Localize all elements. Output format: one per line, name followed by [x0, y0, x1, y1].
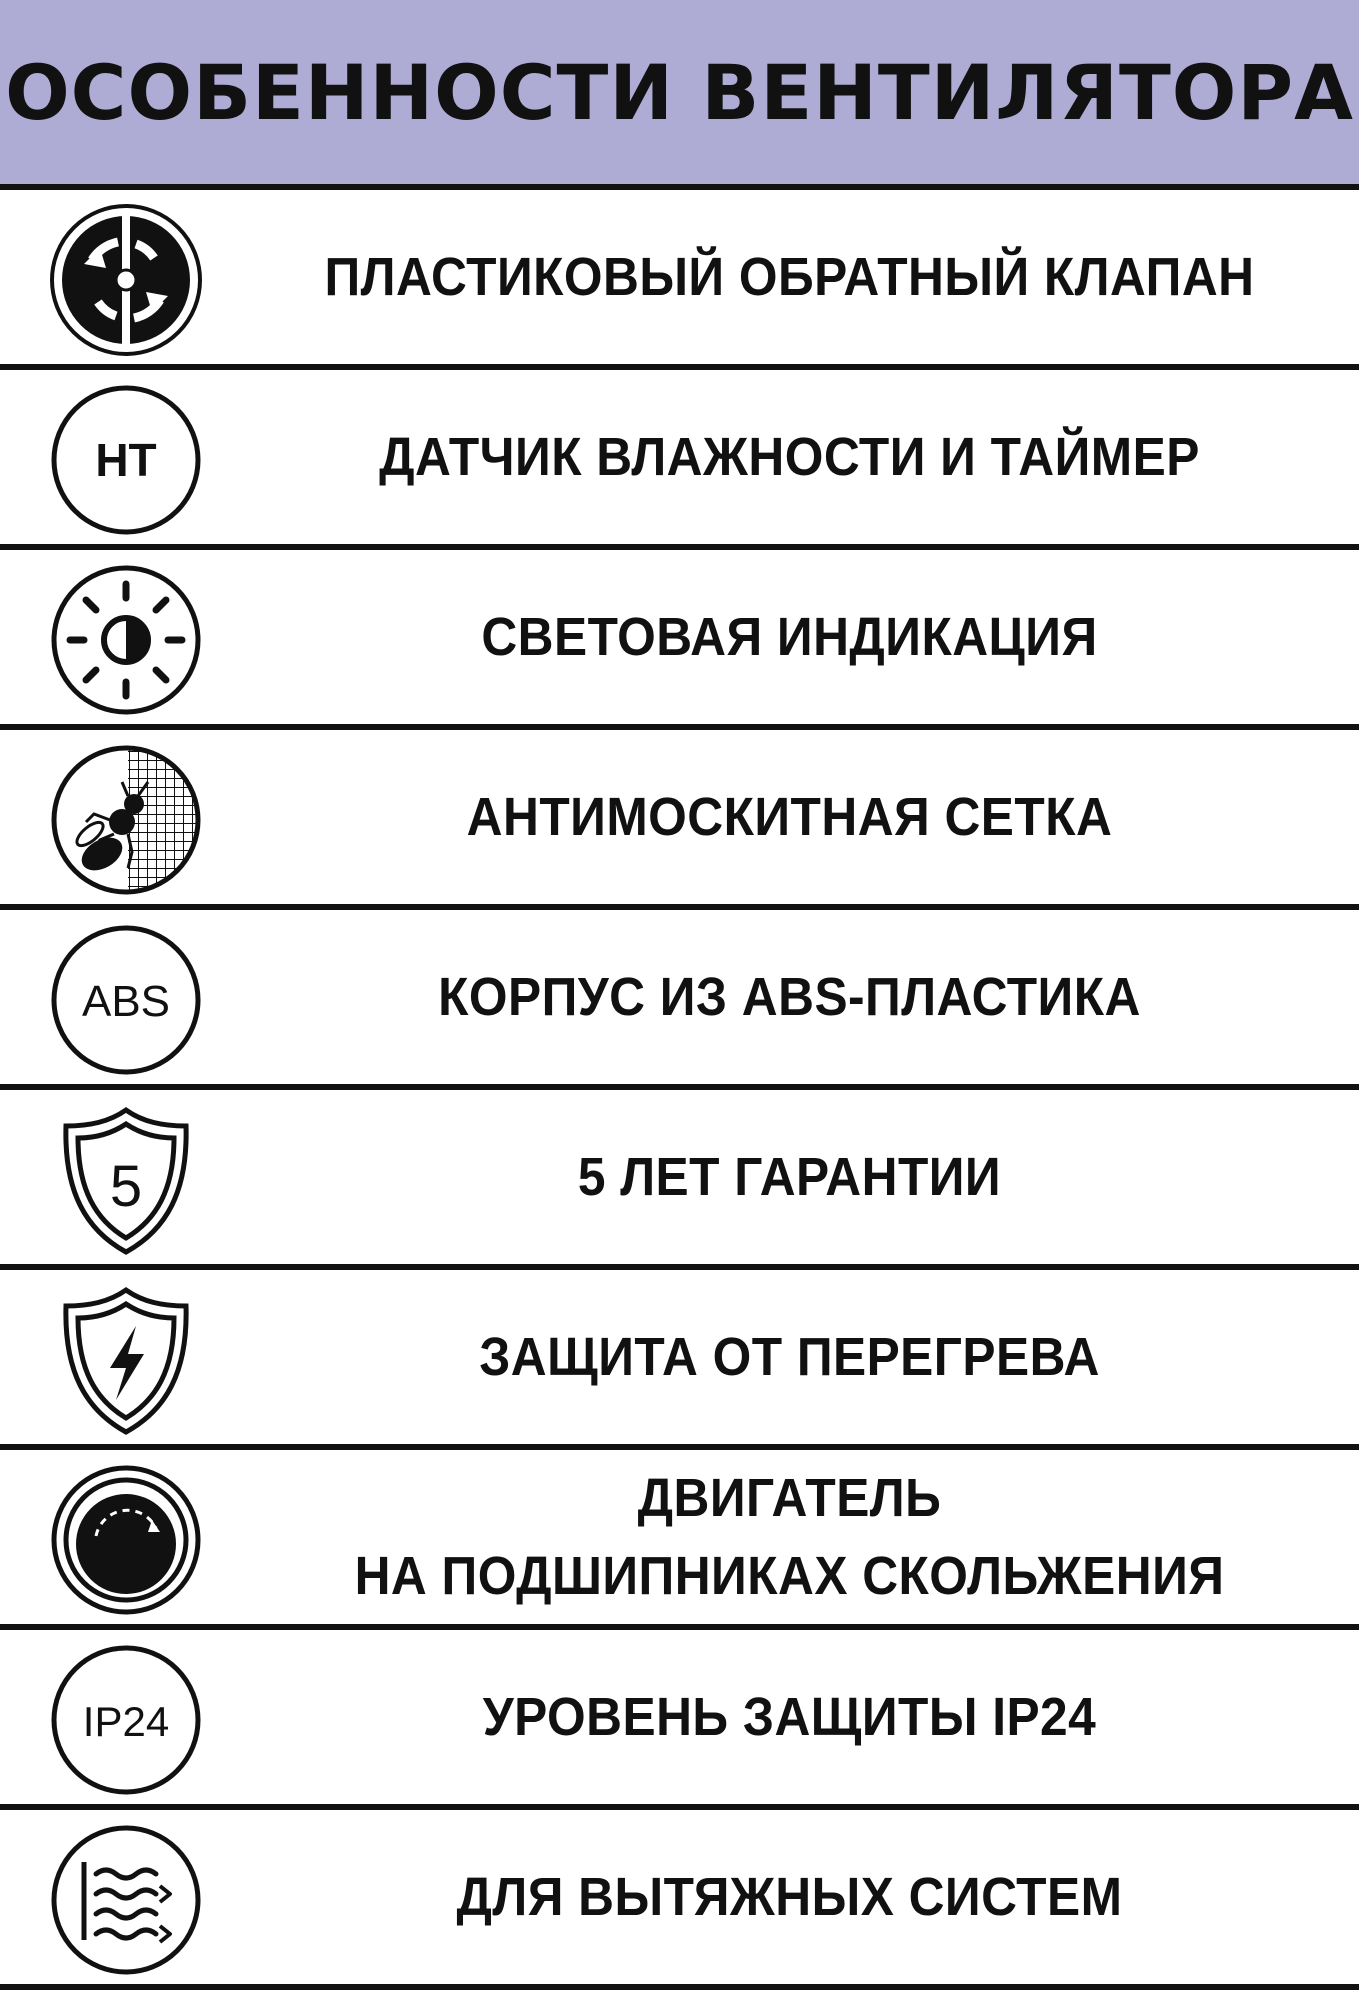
feature-list — [0, 190, 1359, 1990]
feature-label — [302, 730, 1276, 904]
humidity-timer-icon — [48, 382, 204, 538]
mosquito-net-icon — [48, 742, 204, 898]
feature-text: УРОВЕНЬ ЗАЩИТЫ IP24 — [482, 1686, 1097, 1747]
feature-row — [0, 1450, 1359, 1630]
feature-row — [0, 1810, 1359, 1990]
feature-label — [302, 550, 1276, 724]
feature-label — [302, 910, 1276, 1084]
feature-row — [0, 1630, 1359, 1810]
warranty-shield-icon — [48, 1102, 204, 1258]
exhaust-flow-icon — [48, 1822, 204, 1978]
abs-icon-text: ABS — [81, 977, 171, 1026]
ip24-icon-text: IP24 — [82, 1698, 170, 1745]
feature-text: 5 ЛЕТ ГАРАНТИИ — [577, 1146, 1002, 1207]
feature-row — [0, 910, 1359, 1090]
feature-text: ПЛАСТИКОВЫЙ ОБРАТНЫЙ КЛАПАН — [324, 246, 1255, 307]
feature-label — [302, 1630, 1276, 1804]
feature-row — [0, 370, 1359, 550]
feature-text: ДАТЧИК ВЛАЖНОСТИ И ТАЙМЕР — [379, 426, 1200, 487]
abs-plastic-icon — [48, 922, 204, 1078]
bearing-motor-icon — [48, 1462, 204, 1618]
feature-row — [0, 550, 1359, 730]
feature-text: АНТИМОСКИТНАЯ СЕТКА — [466, 786, 1113, 847]
feature-label — [302, 1090, 1276, 1264]
feature-label — [302, 370, 1276, 544]
feature-text: ДЛЯ ВЫТЯЖНЫХ СИСТЕМ — [456, 1866, 1123, 1927]
feature-text: СВЕТОВАЯ ИНДИКАЦИЯ — [481, 606, 1098, 667]
feature-row — [0, 1090, 1359, 1270]
warranty-icon-text: 5 — [109, 1154, 143, 1219]
feature-label — [302, 1450, 1276, 1624]
feature-row — [0, 1270, 1359, 1450]
humidity-timer-icon-text: HT — [95, 434, 157, 486]
feature-row — [0, 190, 1359, 370]
page-title: ОСОБЕННОСТИ ВЕНТИЛЯТОРА — [5, 47, 1354, 137]
feature-text: ДВИГАТЕЛЬ — [637, 1467, 942, 1528]
feature-label — [302, 1270, 1276, 1444]
overheat-shield-icon — [48, 1282, 204, 1438]
feature-text: ЗАЩИТА ОТ ПЕРЕГРЕВА — [479, 1326, 1100, 1387]
ip24-icon — [48, 1642, 204, 1798]
feature-text: НА ПОДШИПНИКАХ СКОЛЬЖЕНИЯ — [354, 1546, 1225, 1606]
feature-label — [302, 190, 1276, 364]
feature-label — [302, 1810, 1276, 1984]
feature-row — [0, 730, 1359, 910]
header-banner — [0, 0, 1359, 190]
feature-text: КОРПУС ИЗ ABS-ПЛАСТИКА — [438, 966, 1141, 1027]
light-indicator-icon — [48, 562, 204, 718]
check-valve-icon — [48, 202, 204, 358]
